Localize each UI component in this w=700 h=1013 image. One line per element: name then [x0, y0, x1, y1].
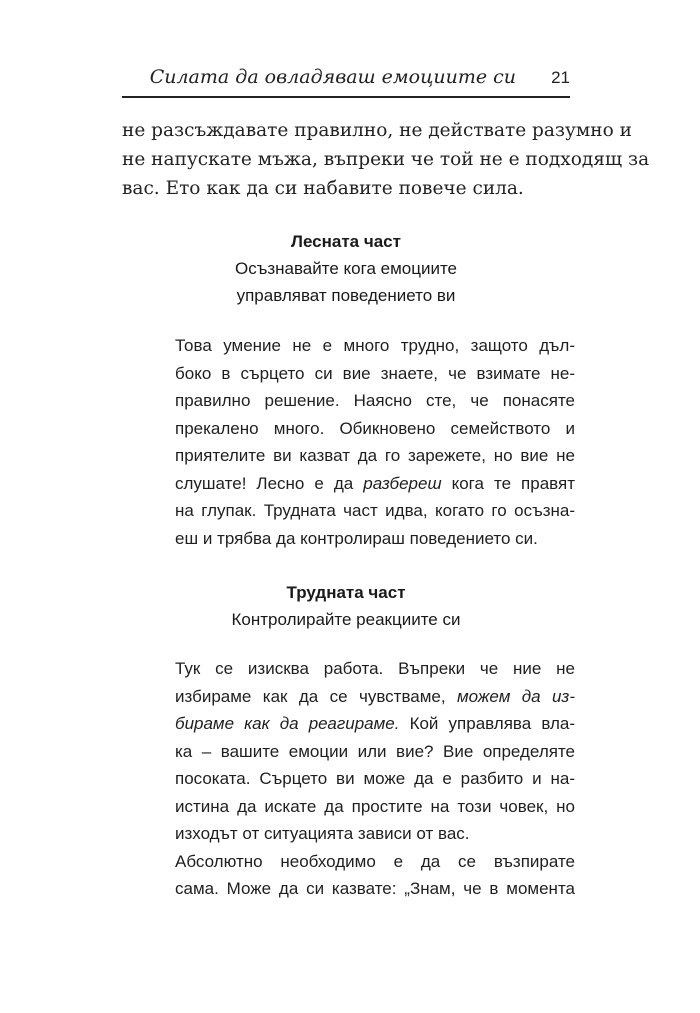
page-number: 21 [551, 68, 570, 87]
paragraph-line: боко в сърцето си вие знаете, че взимате не- [175, 363, 575, 383]
paragraph-line: на глупак. Трудната част идва, когато го осъзна- [175, 501, 575, 520]
section-easy-heading [122, 228, 570, 309]
paragraph-line: Абсолютно необходимо е да се възпирате [175, 851, 575, 871]
running-header [122, 62, 570, 98]
paragraph-line [175, 710, 575, 738]
paragraph-line: правилно решение. Наясно сте, че понасяте [175, 391, 575, 410]
paragraph-line: сама. Може да си казвате: „Знам, че в момента [175, 879, 575, 898]
section-easy-title: Лесната част [291, 232, 401, 251]
paragraph-line: Тук се изисква работа. Въпреки че ние не [175, 659, 575, 678]
paragraph-line: Това умение не е много трудно, защото дъл- [175, 336, 575, 355]
paragraph-line: ка – вашите емоции или вие? Вие определяте [175, 741, 575, 761]
paragraph-line: еш и трябва да контролираш поведението си. [175, 528, 538, 548]
section-easy-paragraph [175, 332, 575, 552]
section-hard-subtitle: Контролирайте реакциите си [231, 610, 461, 629]
intro-line: не напускате мъжа, въпреки че той не е подходящ за [122, 149, 650, 170]
emphasis-text: бираме как да реагираме. [175, 714, 400, 733]
emphasis-text: можем да из- [457, 686, 575, 706]
text-span: Кой управлява вла- [399, 714, 575, 733]
section-hard-paragraph [175, 655, 575, 903]
section-hard-heading [122, 579, 570, 633]
paragraph-line [175, 683, 575, 711]
section-easy-subtitle-line: Осъзнавайте кога емоциите [234, 259, 457, 278]
paragraph-line: изходът от ситуацията зависи от вас. [175, 824, 470, 843]
section-easy-subtitle-line: управляват поведението ви [236, 286, 456, 305]
paragraph-line: прекалено много. Обикновено семейството и [175, 418, 575, 438]
paragraph-line: истина да искате да простите на този човек, но [175, 796, 575, 816]
intro-line: вас. Ето как да си набавите повече сила. [122, 178, 524, 199]
section-hard-title: Трудната част [286, 583, 406, 602]
text-span: слушате! Лесно е да [175, 473, 364, 493]
text-span: кога те правят [441, 473, 575, 493]
text-span: избираме как да се чувстваме, [175, 686, 457, 706]
intro-line: не разсъждавате правилно, не действате разумно и [122, 120, 632, 141]
paragraph-line: приятелите ви казват да го зарежете, но вие не [175, 446, 575, 465]
intro-paragraph [122, 116, 650, 203]
running-title: Силата да овладяваш емоциите си [149, 66, 516, 88]
paragraph-line [175, 470, 575, 498]
paragraph-line: посоката. Сърцето ви може да е разбито и на- [175, 769, 575, 788]
emphasis-text: разбереш [363, 473, 442, 493]
